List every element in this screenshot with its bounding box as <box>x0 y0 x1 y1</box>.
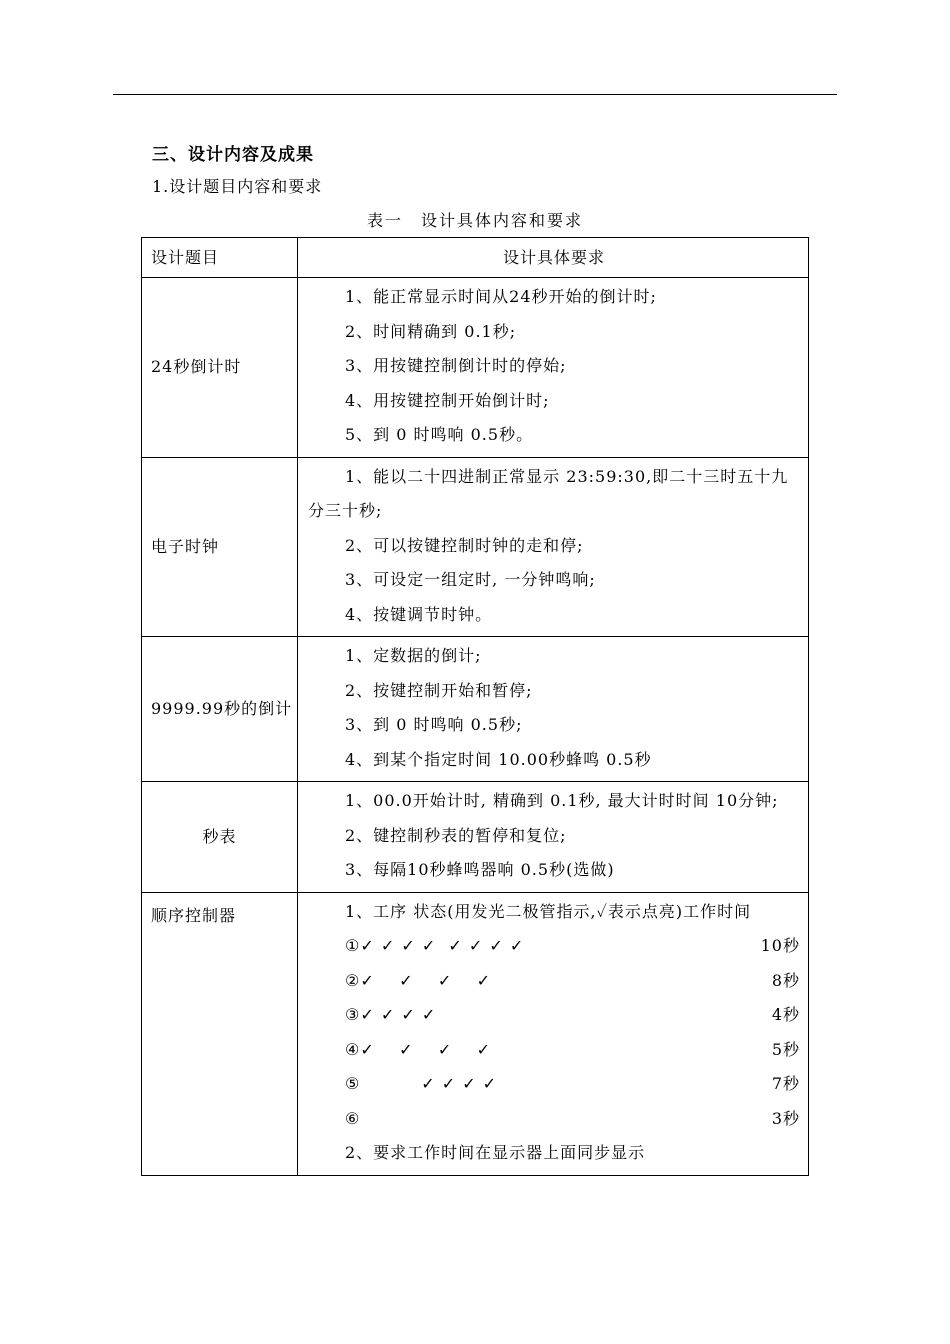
header-rule <box>113 94 837 95</box>
step-time: 8秒 <box>771 970 800 990</box>
sequence-footer: 2、要求工作时间在显示器上面同步显示 <box>345 1143 646 1162</box>
requirement-item: 4、到某个指定时间 10.00秒蜂鸣 0.5秒 <box>345 749 652 769</box>
step-marks: ✓ ✓ ✓ ✓ <box>360 1005 437 1024</box>
table-row <box>142 892 809 1175</box>
sequence-step <box>308 964 800 999</box>
table-row <box>142 782 809 893</box>
table-row <box>142 457 809 637</box>
sequence-step <box>308 998 800 1033</box>
requirement-item: 3、可设定一组定时, 一分钟鸣响; <box>345 570 596 589</box>
table-caption <box>0 208 950 231</box>
step-marks: ✓ ✓ ✓ ✓ <box>360 970 491 990</box>
requirement-item: 2、可以按键控制时钟的走和停; <box>345 535 584 555</box>
requirement-item: 4、按键调节时钟。 <box>345 604 493 624</box>
header-requirements: 设计具体要求 <box>298 238 809 278</box>
step-number: ② <box>345 970 361 990</box>
requirement-item: 2、按键控制开始和暂停; <box>345 680 533 700</box>
sequence-step <box>308 1067 800 1102</box>
requirement-item: 1、能正常显示时间从24秒开始的倒计时; <box>345 287 657 306</box>
subsection-title: 1.设计题目内容和要求 <box>152 177 323 196</box>
step-marks: ✓ ✓ ✓ ✓ <box>360 1039 491 1059</box>
requirement-item: 3、到 0 时鸣响 0.5秒; <box>345 715 523 734</box>
sequence-step <box>308 1102 800 1137</box>
step-number: ④ <box>345 1039 361 1059</box>
sequence-step <box>308 1033 800 1068</box>
step-number: ⑤ <box>345 1074 361 1093</box>
requirement-item: 5、到 0 时鸣响 0.5秒。 <box>345 425 534 444</box>
requirement-item: 3、用按键控制倒计时的停始; <box>345 356 567 375</box>
step-marks: ✓ ✓ ✓ ✓ ✓ ✓ ✓ ✓ <box>360 936 525 955</box>
row-requirements <box>298 457 809 637</box>
row-topic: 秒表 <box>142 782 298 893</box>
requirement-item: 1、能以二十四进制正常显示 23:59:30,即二十三时五十九分三十秒; <box>308 466 789 520</box>
header-topic: 设计题目 <box>142 238 298 278</box>
requirement-item: 3、每隔10秒蜂鸣器响 0.5秒(选做) <box>345 860 615 879</box>
table-header-row <box>142 238 809 278</box>
step-time: 3秒 <box>771 1108 800 1128</box>
section-title: 三、设计内容及成果 <box>152 145 314 165</box>
step-time: 7秒 <box>771 1074 800 1093</box>
requirement-item: 2、时间精确到 0.1秒; <box>345 321 517 341</box>
requirement-item: 2、键控制秒表的暂停和复位; <box>345 825 567 845</box>
row-requirements <box>298 278 809 458</box>
table-row <box>142 278 809 458</box>
step-number: ③ <box>345 1005 361 1024</box>
table-caption-text: 设计具体内容和要求 <box>421 211 584 230</box>
step-time: 10秒 <box>760 936 800 955</box>
requirement-item: 4、用按键控制开始倒计时; <box>345 390 550 410</box>
table-row <box>142 637 809 782</box>
row-topic: 9999.99秒的倒计 <box>142 637 298 782</box>
row-topic: 顺序控制器 <box>142 892 298 1175</box>
row-requirements <box>298 637 809 782</box>
requirement-item: 1、定数据的倒计; <box>345 646 482 665</box>
requirements-table <box>141 237 809 1176</box>
sequence-intro: 1、工序 状态(用发光二极管指示,✓表示点亮)工作时间 <box>345 901 752 921</box>
step-time: 4秒 <box>771 1005 800 1024</box>
table-caption-label: 表一 <box>366 211 403 230</box>
row-requirements <box>298 782 809 893</box>
row-topic: 电子时钟 <box>142 457 298 637</box>
step-time: 5秒 <box>771 1039 800 1059</box>
step-marks: ✓ ✓ ✓ ✓ <box>360 1074 498 1093</box>
row-requirements <box>298 892 809 1175</box>
step-number: ⑥ <box>345 1108 361 1128</box>
step-number: ① <box>345 936 361 955</box>
requirement-item: 1、00.0开始计时, 精确到 0.1秒, 最大计时时间 10分钟; <box>345 791 779 810</box>
step-marks <box>360 1102 667 1137</box>
sequence-step <box>308 929 800 964</box>
row-topic: 24秒倒计时 <box>142 278 298 458</box>
